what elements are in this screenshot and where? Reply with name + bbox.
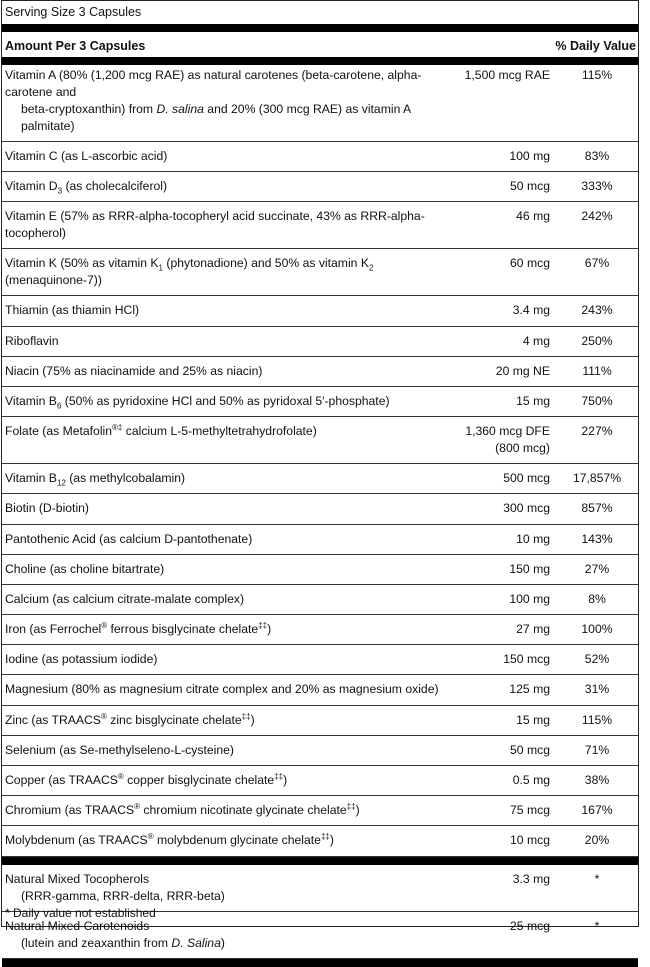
name-text: ferrous bisglycinate chelate: [107, 622, 259, 637]
amount-value: 15 mg: [516, 393, 550, 408]
amount-cell: [458, 326, 568, 356]
name-text: zinc bisglycinate chelate: [106, 712, 242, 727]
name-text: (RRR-gamma, RRR-delta, RRR-beta): [21, 888, 225, 903]
serving-size: Serving Size 3 Capsules: [5, 5, 142, 19]
nutrient-row: [2, 645, 638, 675]
name-superscript: ®‡: [112, 423, 123, 433]
daily-value-cell: [568, 705, 638, 735]
name-text: (50% as pyridoxine HCl and 50% as pyridoxal 5′-phosphate): [61, 393, 390, 408]
daily-value-cell: [568, 645, 638, 675]
daily-value: 250%: [581, 333, 613, 348]
name-text: Natural Mixed Tocopherols: [5, 871, 150, 886]
daily-value-cell: [568, 417, 638, 464]
nutrient-row: [2, 464, 638, 494]
amount-cell: [458, 172, 568, 202]
amount-value: 125 mg: [509, 682, 550, 697]
name-text: (as cholecalciferol): [62, 179, 168, 194]
name-text: molybdenum glycinate chelate: [153, 833, 321, 848]
nutrient-name: [2, 386, 458, 416]
amount-value: 25 mcg: [510, 918, 550, 933]
name-text: Magnesium (80% as magnesium citrate complex and 20% as magnesium oxide): [5, 682, 439, 697]
daily-value-cell: [568, 796, 638, 826]
daily-value: 17,857%: [572, 471, 622, 486]
name-text: Selenium (as Se-methylseleno-L-cysteine): [5, 742, 234, 757]
name-text: ): [283, 773, 288, 787]
name-text: Chromium (as TRAACS: [5, 803, 135, 818]
nutrient-name: [2, 494, 458, 524]
daily-value: 52%: [584, 652, 610, 667]
thick-rule-bottom: [2, 958, 638, 967]
amount-value: 46 mg: [516, 209, 550, 224]
daily-value-cell: [568, 296, 638, 326]
daily-value: 750%: [581, 393, 613, 408]
amount-value: 60 mcg: [510, 256, 550, 271]
daily-value: 8%: [588, 591, 606, 606]
daily-value-cell: [568, 494, 638, 524]
amount-cell: [458, 826, 568, 856]
nutrient-name: [2, 326, 458, 356]
nutrient-row: [2, 615, 638, 645]
name-text: Biotin (D-biotin): [5, 501, 89, 516]
daily-value: 31%: [584, 682, 610, 697]
name-subscript: 2: [368, 263, 374, 273]
amount-value: 50 mcg: [510, 742, 550, 757]
amount-cell: [458, 61, 568, 142]
daily-value: 115%: [581, 68, 613, 82]
name-superscript: ®: [100, 711, 107, 721]
nutrient-row: [2, 356, 638, 386]
daily-value-cell: [568, 172, 638, 202]
daily-value: 115%: [581, 712, 613, 727]
daily-value-cell: [568, 249, 638, 296]
amount-cell: [458, 554, 568, 584]
amount-value: 10 mcg: [510, 833, 550, 848]
amount-cell: [458, 417, 568, 464]
nutrient-name: [2, 796, 458, 826]
amount-value: 100 mg: [509, 149, 550, 163]
nutrient-name: [2, 554, 458, 584]
daily-value: 38%: [584, 773, 610, 787]
name-text: copper bisglycinate chelate: [123, 773, 275, 787]
name-superscript: ®: [117, 771, 124, 781]
daily-value: 333%: [581, 179, 613, 194]
name-text: Iodine (as potassium iodide): [5, 652, 158, 667]
amount-value: 10 mg: [516, 531, 550, 546]
nutrient-row: [2, 61, 638, 142]
name-superscript: ®: [134, 802, 141, 812]
name-text: Thiamin (as thiamin HCl): [5, 303, 140, 318]
amount-cell: [458, 615, 568, 645]
name-subscript: 6: [56, 401, 62, 411]
daily-value-cell: [568, 356, 638, 386]
daily-value-cell: [568, 865, 638, 912]
nutrient-name: [2, 249, 458, 296]
column-header: [5, 37, 638, 55]
daily-value: 227%: [581, 424, 613, 439]
name-text: (menaquinone-7)): [5, 273, 102, 288]
name-subscript: 1: [158, 263, 163, 273]
nutrient-row: [2, 142, 638, 172]
amount-value: 15 mg: [516, 712, 550, 727]
nutrient-row: [2, 584, 638, 614]
nutrient-name: [2, 735, 458, 765]
daily-value: 857%: [581, 501, 613, 516]
name-superscript: ‡‡: [320, 832, 330, 842]
nutrient-row: [2, 766, 638, 796]
daily-value-cell: [568, 735, 638, 765]
nutrient-name: [2, 202, 458, 249]
nutrient-row: [2, 494, 638, 524]
amount-cell: [458, 464, 568, 494]
nutrient-row: [2, 735, 638, 765]
name-text: Zinc (as TRAACS: [5, 712, 101, 727]
daily-value: 167%: [581, 803, 613, 818]
amount-value: 100 mg: [509, 591, 550, 606]
nutrient-row: [2, 554, 638, 584]
name-text: Pantothenic Acid (as calcium D-pantothenate): [5, 531, 253, 546]
nutrient-name: [2, 705, 458, 735]
name-text: Vitamin K (50% as vitamin K: [5, 256, 159, 271]
daily-value-cell: [568, 826, 638, 856]
nutrient-name: [2, 524, 458, 554]
amount-cell: [458, 645, 568, 675]
nutrient-name: [2, 584, 458, 614]
name-text: (phytonadione) and 50% as vitamin K: [163, 256, 369, 271]
name-text: Niacin (75% as niacinamide and 25% as niacin): [5, 363, 263, 378]
nutrient-row: [2, 675, 638, 705]
daily-value-cell: [568, 464, 638, 494]
amount-value: 500 mcg: [503, 471, 550, 486]
amount-value: 3.4 mg: [512, 303, 550, 318]
amount-cell: [458, 796, 568, 826]
nutrient-row: [2, 249, 638, 296]
nutrient-name: [2, 172, 458, 202]
name-text: ): [267, 622, 272, 637]
nutrient-name: [2, 675, 458, 705]
nutrient-name: [2, 296, 458, 326]
daily-value: *: [594, 871, 600, 886]
amount-value: 50 mcg: [510, 179, 550, 194]
daily-value-cell: [568, 61, 638, 142]
amount-cell: [458, 524, 568, 554]
amount-cell: [458, 865, 568, 912]
amount-header: Amount Per 3 Capsules: [5, 39, 146, 53]
nutrient-row: [2, 417, 638, 464]
nutrient-name: [2, 356, 458, 386]
name-text: beta-cryptoxanthin) from: [21, 102, 157, 116]
amount-value: 0.5 mg: [512, 773, 550, 787]
daily-value: *: [594, 918, 600, 933]
name-text: ): [355, 803, 360, 818]
name-subscript: 3: [57, 186, 63, 196]
amount-cell: [458, 494, 568, 524]
name-text: Molybdenum (as TRAACS: [5, 833, 148, 848]
name-text: Vitamin B: [5, 471, 57, 486]
amount-cell: [458, 296, 568, 326]
name-superscript: ‡‡: [274, 771, 284, 781]
name-subscript: 12: [56, 478, 66, 488]
name-text: Vitamin E (57% as RRR-alpha-tocopheryl acid succinate, 43% as RRR-alpha-tocopherol): [5, 209, 425, 241]
name-superscript: ®: [101, 621, 108, 630]
amount-cell: [458, 675, 568, 705]
name-text: ): [250, 712, 255, 727]
daily-value-cell: [568, 615, 638, 645]
name-text: Vitamin C (as L-ascorbic acid): [5, 149, 168, 163]
daily-value-cell: [568, 554, 638, 584]
amount-value: 150 mcg: [503, 652, 550, 667]
nutrient-row: [2, 386, 638, 416]
name-text: Choline (as choline bitartrate): [5, 561, 165, 576]
daily-value: 83%: [584, 149, 610, 163]
daily-value: 67%: [584, 256, 610, 271]
amount-value: 300 mcg: [503, 501, 550, 516]
supplement-facts-panel: [1, 0, 639, 950]
daily-value: 243%: [581, 303, 613, 318]
daily-value: 20%: [584, 833, 610, 848]
amount-cell: [458, 249, 568, 296]
nutrient-name: [2, 142, 458, 172]
name-text: (lutein and zeaxanthin from: [21, 935, 172, 950]
daily-value: 27%: [584, 561, 610, 576]
name-text: Natural Mixed Carotenoids: [5, 918, 150, 933]
thick-rule-mid: [2, 856, 638, 865]
amount-value-2: (800 mcg): [495, 441, 550, 456]
name-text: ): [329, 833, 334, 848]
nutrient-name: [2, 61, 458, 142]
amount-value: 150 mg: [509, 561, 550, 576]
daily-value-cell: [568, 766, 638, 796]
name-text: Folate (as Metafolin: [5, 424, 113, 439]
name-superscript: ‡‡: [346, 802, 356, 812]
amount-value: 4 mg: [522, 333, 550, 348]
daily-value: 71%: [584, 742, 610, 757]
name-superscript: ‡‡: [258, 621, 268, 630]
daily-value: 100%: [581, 622, 613, 637]
name-superscript: ®: [147, 832, 154, 842]
name-italic: D. salina: [156, 102, 204, 116]
name-text: Vitamin B: [5, 393, 57, 408]
amount-cell: [458, 142, 568, 172]
daily-value-cell: [568, 326, 638, 356]
name-text: and 20% (300 mcg RAE) as vitamin A palmitate): [21, 102, 411, 133]
thick-rule-top: [2, 24, 638, 32]
nutrient-row: [2, 796, 638, 826]
nutrient-name: [2, 464, 458, 494]
amount-value: 3.3 mg: [512, 871, 550, 886]
amount-cell: [458, 584, 568, 614]
footnote: * Daily value not established: [5, 906, 156, 920]
daily-value-cell: [568, 386, 638, 416]
daily-value: 143%: [581, 531, 613, 546]
nutrient-row: [2, 524, 638, 554]
name-text: ): [220, 935, 225, 950]
amount-cell: [458, 356, 568, 386]
nutrient-name: [2, 615, 458, 645]
name-text: Copper (as TRAACS: [5, 773, 118, 787]
nutrient-row: [2, 826, 638, 856]
name-text: Vitamin D: [5, 179, 58, 194]
daily-value-cell: [568, 202, 638, 249]
name-text: calcium L-5-methyltetrahydrofolate): [122, 424, 317, 439]
nutrient-name: [2, 766, 458, 796]
nutrient-row: [2, 296, 638, 326]
daily-value-cell: [568, 524, 638, 554]
nutrient-row: [2, 705, 638, 735]
name-text: Calcium (as calcium citrate-malate complex): [5, 591, 245, 606]
amount-cell: [458, 202, 568, 249]
daily-value-cell: [568, 675, 638, 705]
amount-value: 27 mg: [516, 622, 550, 637]
name-text: (as methylcobalamin): [65, 471, 186, 486]
amount-cell: [458, 735, 568, 765]
nutrient-row: [2, 202, 638, 249]
nutrient-name: [2, 826, 458, 856]
amount-value: 75 mcg: [510, 803, 550, 818]
name-text: Iron (as Ferrochel: [5, 622, 102, 637]
name-text: Vitamin A (80% (1,200 mcg RAE) as natural carotenes (beta-carotene, alpha-carotene and: [5, 68, 422, 99]
daily-value: 242%: [581, 209, 613, 224]
name-superscript: ‡‡: [241, 711, 251, 721]
nutrient-name: [2, 417, 458, 464]
amount-cell: [458, 766, 568, 796]
daily-value-cell: [568, 142, 638, 172]
amount-cell: [458, 386, 568, 416]
nutrient-table: [2, 61, 638, 967]
nutrient-name: [2, 645, 458, 675]
name-line-2: [5, 101, 454, 135]
nutrient-row: [2, 326, 638, 356]
amount-value: 1,500 mcg RAE: [464, 68, 550, 82]
name-text: Riboflavin: [5, 333, 59, 348]
amount-value: 1,360 mcg DFE: [465, 424, 550, 439]
name-line-2: [5, 935, 454, 952]
dv-header: % Daily Value: [555, 39, 636, 53]
amount-cell: [458, 705, 568, 735]
daily-value: 111%: [582, 363, 612, 378]
name-line-2: [5, 888, 454, 905]
name-italic: D. Salina: [171, 935, 221, 950]
name-text: chromium nicotinate glycinate chelate: [140, 803, 347, 818]
amount-value: 20 mg NE: [495, 363, 550, 378]
nutrient-row: [2, 172, 638, 202]
daily-value-cell: [568, 584, 638, 614]
